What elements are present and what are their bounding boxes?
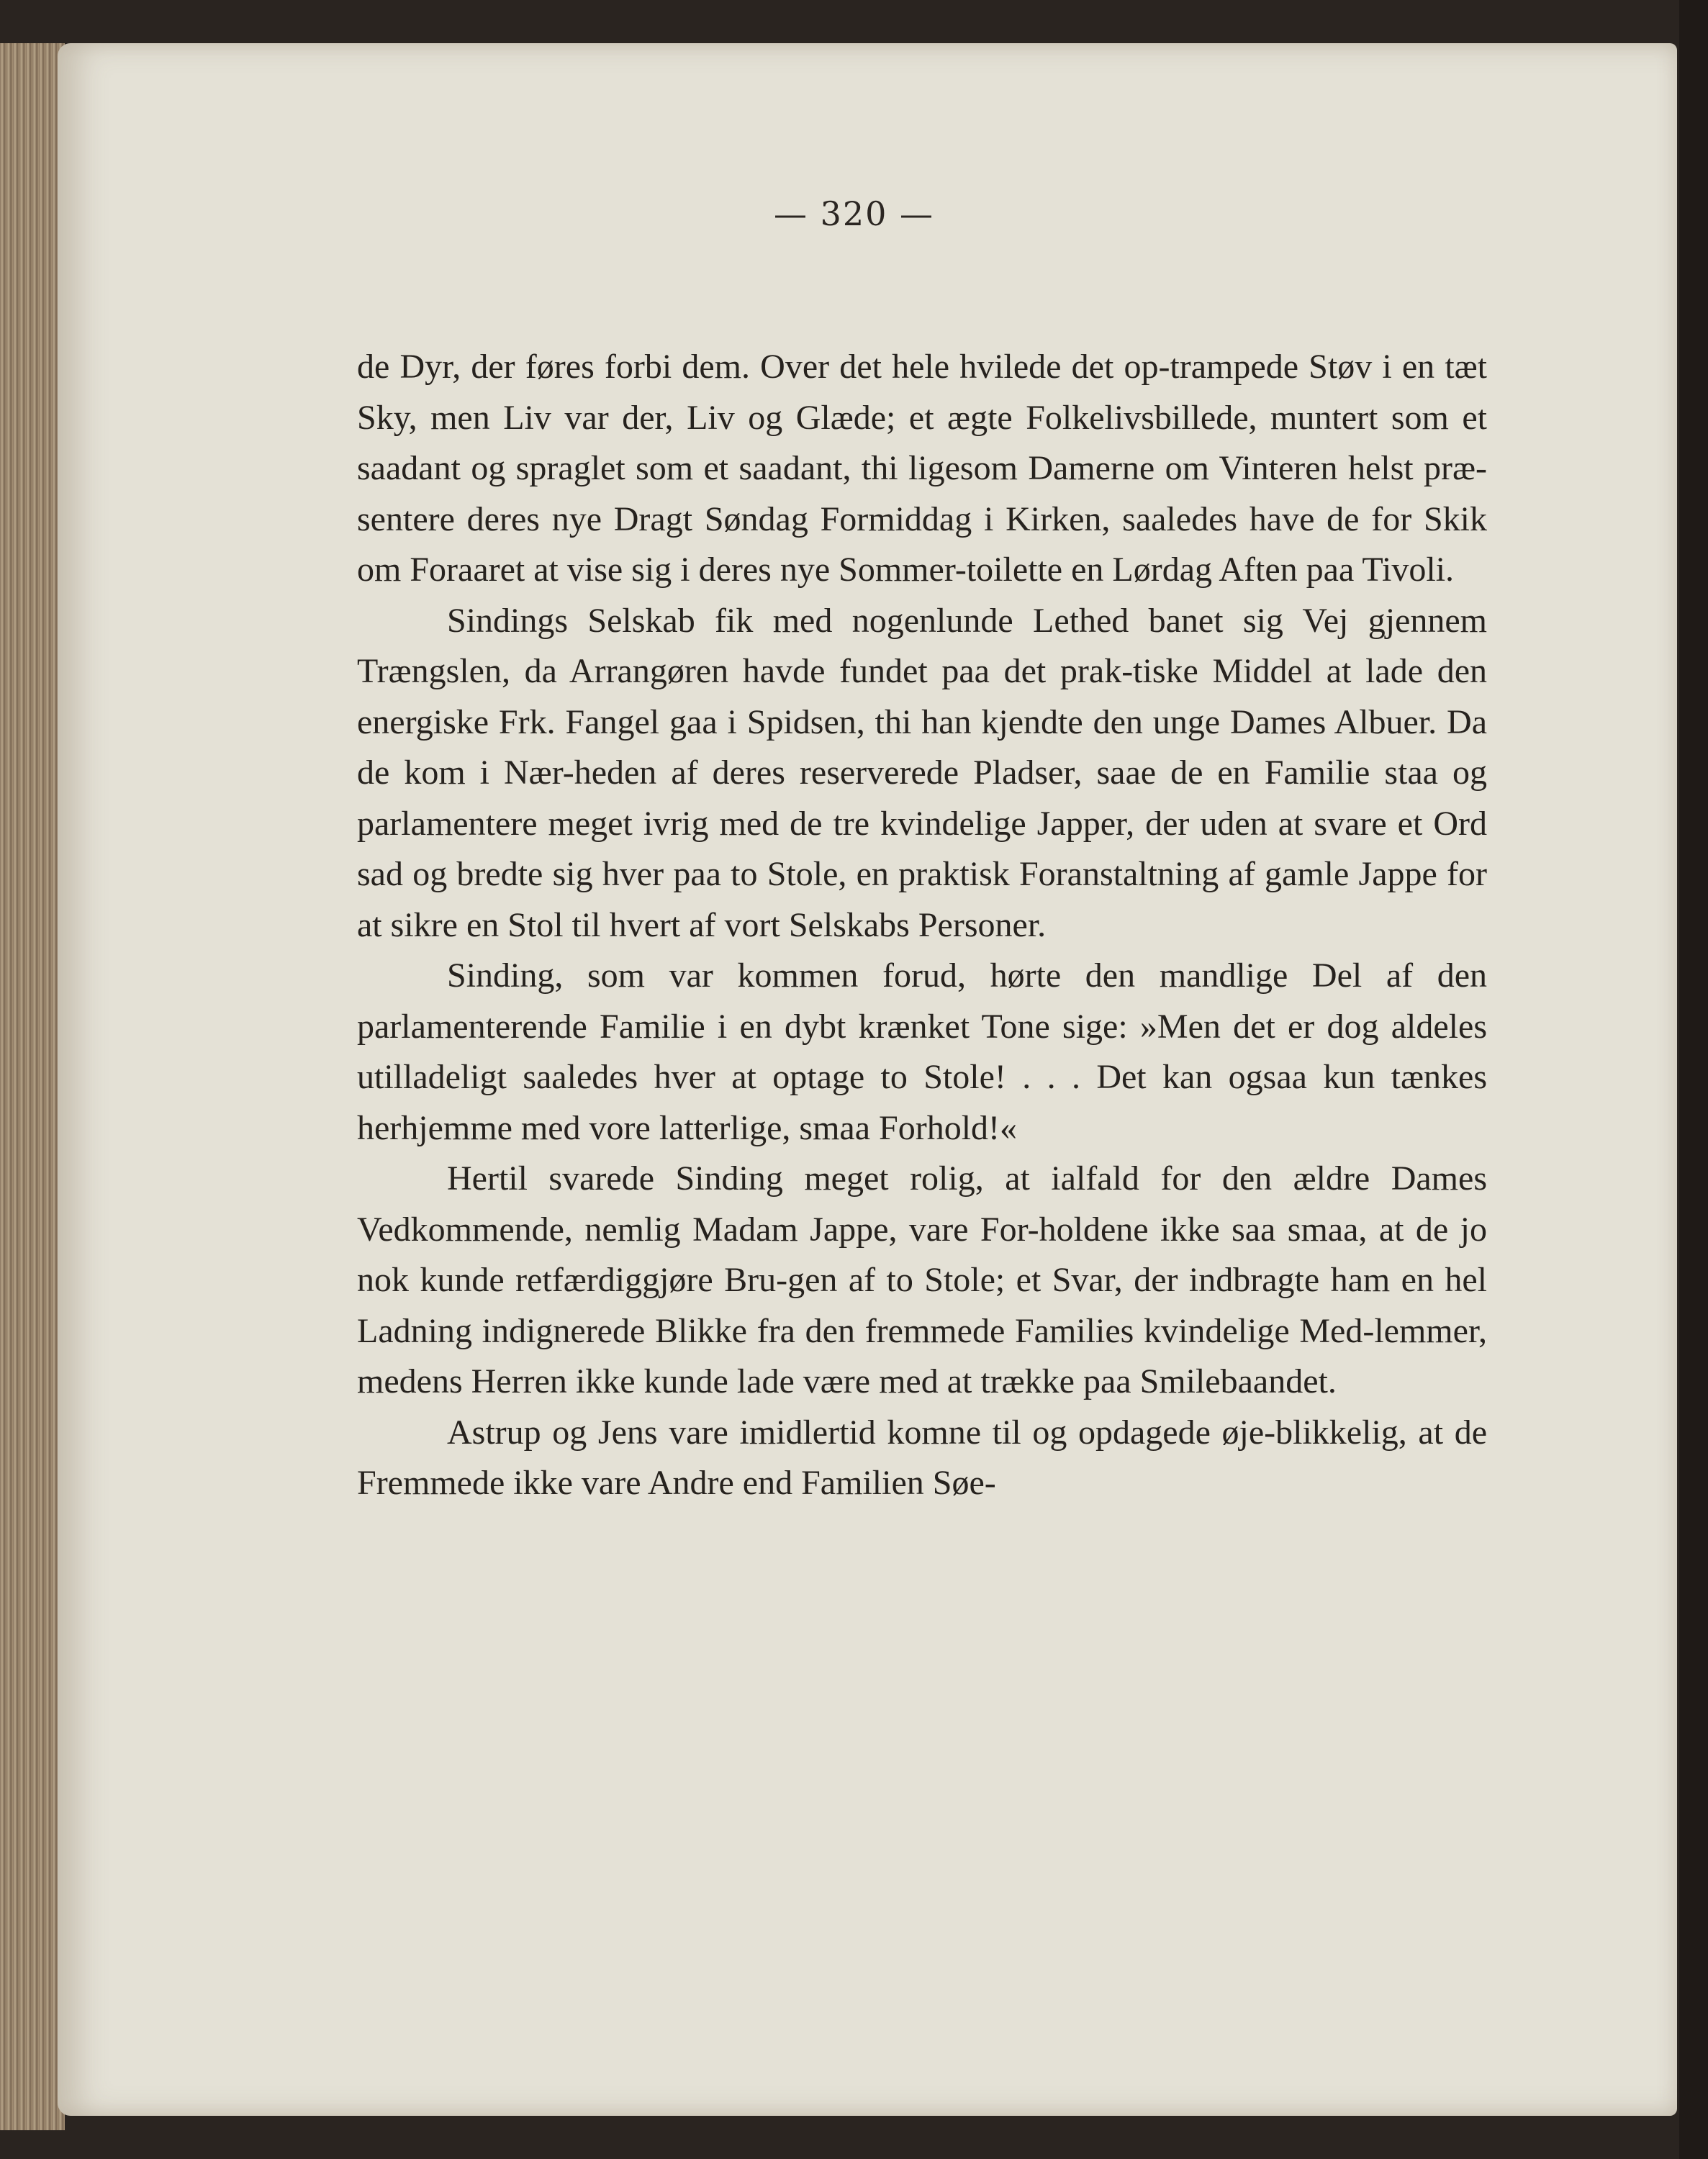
body-text xyxy=(357,342,1487,1509)
paragraph-2: Sindings Selskab fik med nogenlunde Lethed banet sig Vej gjennem Trængslen, da Arrangøren havde fundet paa det prak-tiske Middel at lade den energiske Frk. Fangel gaa i Spidsen, thi han kjendte den unge Dames Albuer. Da de kom i Nær-heden af deres reserverede Pladser, saae de en Familie staa og parlamentere meget ivrig med de tre kvindelige Japper, der uden at svare et Ord sad og bredte sig hver paa to Stole, en praktisk Foranstaltning af gamle Jappe for at sikre en Stol til hvert af vort Selskabs Personer. xyxy=(357,601,1487,944)
page-number: — 320 — xyxy=(773,194,935,233)
book-page-edges xyxy=(0,43,65,2130)
paragraph-3: Sinding, som var kommen forud, hørte den mandlige Del af den parlamenterende Familie i en dybt krænket Tone sige: »Men det er dog aldeles utilladeligt saaledes hver at optage to Stole! . . . Det kan ogsaa kun tænkes herhjemme med vore latterlige, smaa Forhold!« xyxy=(357,956,1487,1147)
paragraph-1: de Dyr, der føres forbi dem. Over det hele hvilede det op-trampede Støv i en tæt Sky, men Liv var der, Liv og Glæde; et ægte Folkelivsbillede, muntert som et saadant og spraglet som et saadant, thi ligesom Damerne om Vinteren helst præ-sentere deres nye Dragt Søndag Formiddag i Kirken, saaledes have de for Skik om Foraaret at vise sig i deres nye Sommer-toilette en Lørdag Aften paa Tivoli. xyxy=(357,348,1487,589)
scan-border xyxy=(1679,0,1708,2159)
paragraph-5: Astrup og Jens vare imidlertid komne til og opdagede øje-blikkelig, at de Fremmede ikke vare Andre end Familien Søe- xyxy=(357,1413,1487,1502)
paragraph-4: Hertil svarede Sinding meget rolig, at ialfald for den ældre Dames Vedkommende, nemlig Madam Jappe, vare For-holdene ikke saa smaa, at de jo nok kunde retfærdiggjøre Bru-gen af to Stole; et Svar, der indbragte ham en hel Ladning indignerede Blikke fra den fremmede Families kvindelige Med-lemmer, medens Herren ikke kunde lade være med at trække paa Smilebaandet. xyxy=(357,1159,1487,1400)
